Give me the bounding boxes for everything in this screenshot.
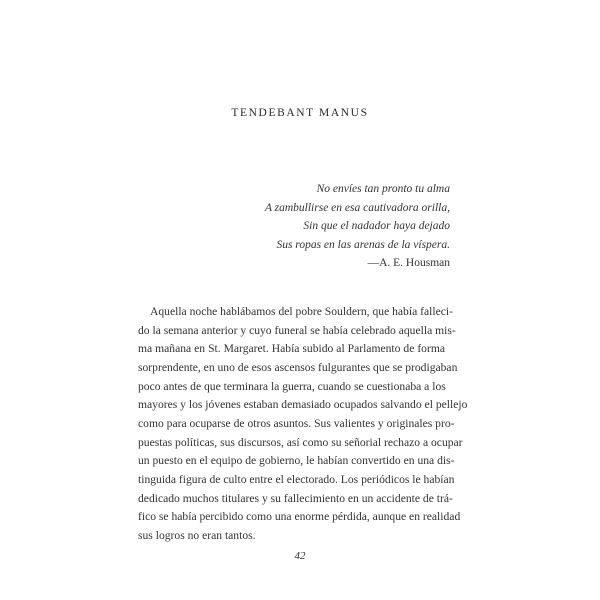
body-line: do la semana anterior y cuyo funeral se había celebrado aquella mis-	[138, 323, 456, 337]
epigraph-line: A zambullirse en esa cautivadora orilla,	[264, 201, 450, 214]
body-line: tinguida figura de culto entre el electorado. Los periódicos le habían	[138, 472, 455, 486]
chapter-title: TENDEBANT MANUS	[231, 107, 369, 119]
body-line: puestas políticas, sus discursos, así como su señorial rechazo a ocupar	[138, 435, 463, 449]
epigraph-attribution: —A. E. Housman	[367, 257, 450, 269]
epigraph-line: No envíes tan pronto tu alma	[316, 183, 450, 195]
body-line: mayores y los jóvenes estaban demasiado ocupados salvando el pellejo	[138, 398, 468, 412]
body-line: sorprendente, en uno de esos ascensos fulgurantes que se prodigaban	[138, 360, 458, 374]
body-line: dedicado muchos titulares y su fallecimiento en un accidente de trá-	[138, 491, 453, 505]
body-line: fico se había percibido como una enorme pérdida, aunque en realidad	[138, 510, 461, 524]
body-line: sus logros no eran tantos.	[138, 528, 256, 542]
body-line: poco antes de que terminara la guerra, cuando se cuestionaba a los	[138, 379, 446, 393]
body-paragraph	[138, 303, 468, 546]
epigraph-line: Sin que el nadador haya dejado	[303, 220, 450, 232]
page-number: 42	[294, 550, 306, 562]
epigraph-line: Sus ropas en las arenas de la víspera.	[276, 238, 450, 251]
body-line: un puesto en el equipo de gobierno, le habían convertido en una dis-	[138, 454, 455, 468]
body-line: Aquella noche hablábamos del pobre Souldern, que había falleci-	[150, 305, 453, 318]
body-line: como para ocuparse de otros asuntos. Sus valientes y originales pro-	[138, 416, 455, 430]
body-line: ma mañana en St. Margaret. Había subido al Parlamento de forma	[138, 342, 445, 356]
epigraph	[130, 180, 450, 273]
